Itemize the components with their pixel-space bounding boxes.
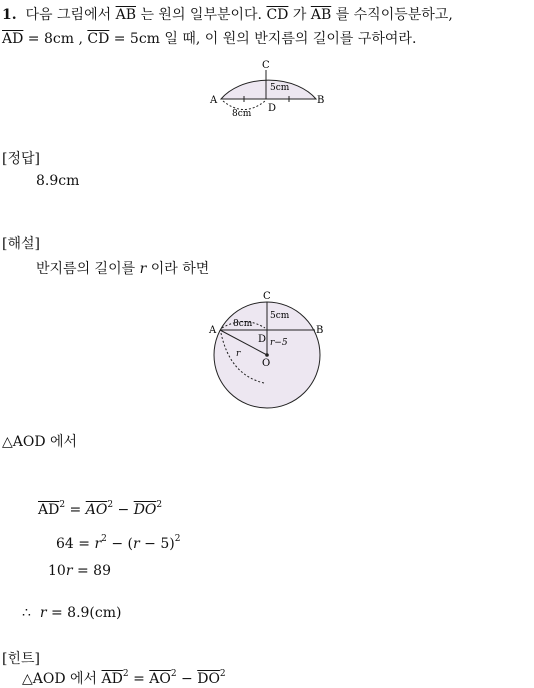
explanation-header: [해설] — [2, 236, 40, 252]
segment-ab: $\overline{AB}$ — [115, 7, 136, 23]
label-a: A — [210, 95, 218, 106]
superscript: 2 — [170, 669, 177, 679]
superscript: 2 — [156, 500, 163, 510]
superscript: 2 — [107, 500, 114, 510]
problem-text: = 5cm 일 때, 이 원의 반지름의 길이를 구하여라. — [113, 31, 417, 47]
answer-value: 8.9cm — [36, 173, 80, 189]
hint-text: △AOD 에서 — [22, 671, 98, 687]
label-c: C — [262, 60, 270, 71]
equation-text: = 89 — [76, 563, 111, 579]
label-b: B — [317, 95, 325, 106]
segment-ao: $\overline{AO}$ — [149, 671, 171, 687]
arc-segment-region — [221, 80, 316, 99]
label-b: B — [316, 325, 324, 336]
superscript: 2 — [59, 500, 66, 510]
minus-sign: − — [181, 671, 193, 687]
superscript: 2 — [219, 669, 226, 679]
superscript: 2 — [174, 534, 181, 544]
segment-ao: $\overline{AO}$ — [85, 502, 108, 518]
hint-line — [22, 668, 226, 688]
equation-line-3 — [48, 563, 111, 579]
intro-text: 이라 하면 — [150, 261, 210, 277]
segment-cd: $\overline{CD}$ — [266, 7, 289, 23]
equals-sign: = — [133, 671, 145, 687]
label-a: A — [209, 325, 217, 336]
segment-cd: $\overline{CD}$ — [87, 31, 110, 47]
problem-line-1 — [2, 4, 453, 24]
figure-arc-diagram — [200, 56, 340, 120]
problem-number: 1. — [2, 7, 17, 23]
label-c: C — [263, 291, 271, 302]
problem-text: 가 — [292, 7, 307, 23]
answer-header: [정답] — [2, 151, 40, 167]
segment-ad: $\overline{AD}$ — [2, 31, 24, 47]
superscript: 2 — [101, 534, 107, 544]
variable-r: r — [65, 563, 73, 579]
superscript: 2 — [122, 669, 129, 679]
segment-do: $\overline{DO}$ — [197, 671, 220, 687]
equals-sign: = — [69, 502, 82, 518]
equation-text: − 5) — [144, 536, 175, 552]
label-o: O — [262, 358, 271, 369]
therefore-symbol: ∴ — [22, 605, 31, 621]
variable-r: r — [94, 536, 102, 552]
segment-ab: $\overline{AB}$ — [310, 7, 332, 23]
segment-ad: $\overline{AD}$ — [101, 671, 123, 687]
variable-r: r — [39, 605, 47, 621]
label-5cm: 5cm — [270, 83, 290, 93]
equation-line-1 — [38, 500, 162, 518]
hint-header: [힌트] — [2, 651, 40, 667]
explanation-intro — [36, 258, 209, 278]
equation-text: 10 — [48, 563, 66, 579]
center-point — [265, 353, 269, 357]
variable-r: r — [133, 536, 140, 552]
equation-text: = 8.9(cm) — [50, 605, 122, 621]
label-r-minus-5: r−5 — [270, 338, 288, 348]
figure-full-circle-diagram — [200, 288, 340, 413]
problem-text: 를 수직이등분하고, — [335, 7, 453, 23]
equation-text: − ( — [111, 536, 133, 552]
equation-text: 64 = — [56, 536, 90, 552]
label-d: D — [258, 334, 267, 345]
label-d: D — [268, 103, 277, 114]
problem-text: 는 원의 일부분이다. — [140, 7, 262, 23]
problem-line-2 — [2, 28, 416, 48]
segment-ad: $\overline{AD}$ — [38, 502, 60, 518]
label-8cm: 8cm — [233, 319, 253, 329]
problem-text: = 8cm , — [27, 31, 83, 47]
intro-text: 반지름의 길이를 — [36, 261, 136, 277]
triangle-line: △AOD 에서 — [2, 434, 78, 450]
conclusion-line — [22, 605, 121, 621]
label-r: r — [236, 349, 241, 359]
minus-sign: − — [117, 502, 130, 518]
label-8cm: 8cm — [232, 109, 252, 119]
label-5cm: 5cm — [270, 311, 290, 321]
segment-do: $\overline{DO}$ — [133, 502, 157, 518]
problem-text: 다음 그림에서 — [25, 7, 112, 23]
variable-r: r — [139, 261, 147, 277]
equation-line-2 — [56, 534, 180, 552]
